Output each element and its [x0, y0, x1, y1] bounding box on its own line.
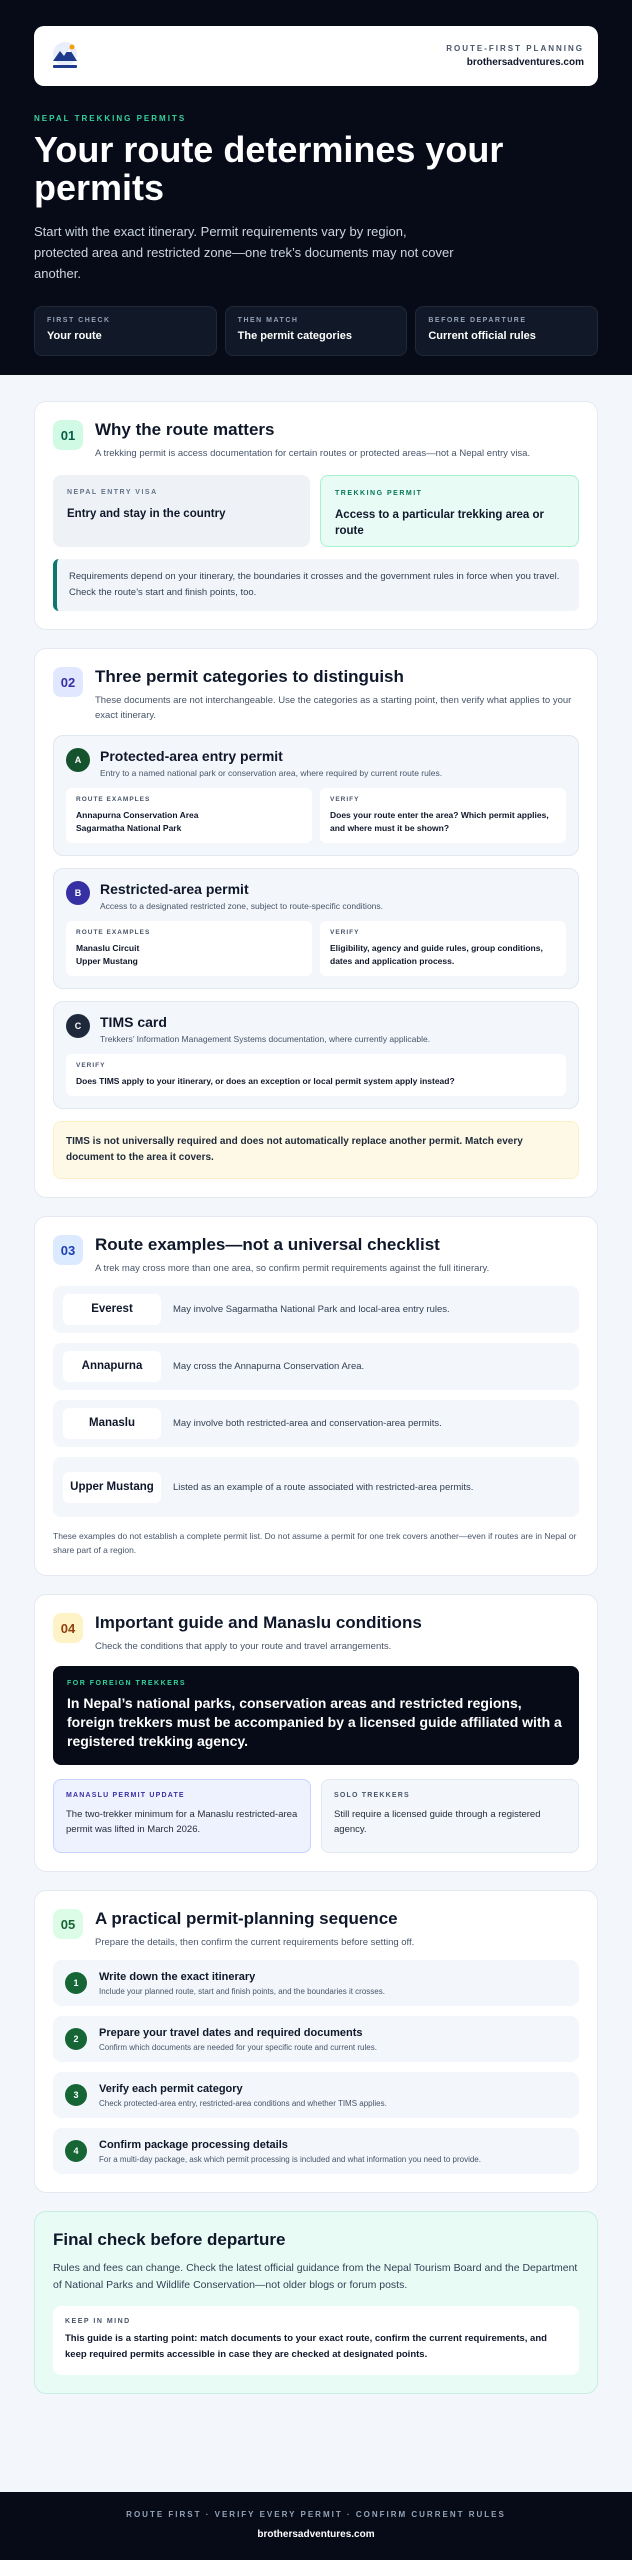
step-description: Confirm which documents are needed for your specific route and current rules.: [99, 2042, 377, 2052]
chip-label: BEFORE DEPARTURE: [428, 317, 527, 324]
step-title: Write down the exact itinerary: [99, 1970, 256, 1983]
requirements-note: Requirements depend on your itinerary, the boundaries it crosses and the government rules in force when you travel. Check the route’s start and finish points, too.: [53, 559, 579, 611]
section-number: 03: [53, 1235, 83, 1265]
category-protected-area: [53, 735, 579, 856]
route-example: Sagarmatha National Park: [76, 823, 182, 833]
route-row-upper-mustang: [53, 1457, 579, 1517]
category-description: Access to a designated restricted zone, subject to route-specific conditions.: [100, 901, 384, 911]
category-badge: B: [66, 881, 90, 905]
callout-label: FOR FOREIGN TREKKERS: [67, 1680, 187, 1687]
keep-in-mind-label: KEEP IN MIND: [65, 2318, 131, 2325]
route-description: May involve Sagarmatha National Park and local-area entry rules.: [173, 1304, 450, 1315]
route-name: Upper Mustang: [63, 1472, 161, 1503]
section-description: Check the conditions that apply to your route and travel arrangements.: [95, 1641, 392, 1652]
route-examples-label: ROUTE EXAMPLES: [76, 796, 151, 803]
foreign-trekkers-callout: [53, 1666, 579, 1765]
verify-text: Does your route enter the area? Which permit applies, and where must it be shown?: [330, 810, 549, 833]
route-examples-label: ROUTE EXAMPLES: [76, 929, 151, 936]
category-tims-card: [53, 1001, 579, 1109]
route-row-everest: [53, 1286, 579, 1333]
section-title: A practical permit-planning sequence: [95, 1909, 398, 1928]
step-item: [53, 2128, 579, 2174]
trekking-permit-box: [320, 475, 579, 547]
section-planning-sequence: [34, 1890, 598, 2193]
visa-box-label: NEPAL ENTRY VISA: [67, 489, 158, 496]
step-item: [53, 1960, 579, 2006]
chip-value: Your route: [47, 330, 102, 342]
section-description: These documents are not interchangeable. Use the categories as a starting point, then verify what applies to your exact itinerary.: [95, 695, 572, 721]
verify-box: [320, 921, 566, 976]
verify-label: VERIFY: [330, 929, 360, 936]
route-description: Listed as an example of a route associated with restricted-area permits.: [173, 1481, 474, 1493]
section-number: 02: [53, 667, 83, 697]
final-title: Final check before departure: [53, 2230, 286, 2249]
route-examples: [66, 788, 312, 843]
brand-url[interactable]: brothersadventures.com: [466, 57, 584, 68]
chip-value: The permit categories: [237, 330, 352, 342]
category-description: Entry to a named national park or conservation area, where required by current route rules.: [100, 768, 443, 778]
brand-bar: [34, 26, 598, 86]
route-examples-note: These examples do not establish a complete permit list. Do not assume a permit for one trek covers another—even if routes are in Nepal or share part of a region.: [53, 1531, 577, 1555]
step-title: Verify each permit category: [99, 2082, 243, 2095]
keep-in-mind-box: [53, 2306, 579, 2375]
step-title: Confirm package processing details: [99, 2138, 288, 2151]
section-title: Route examples—not a universal checklist: [95, 1235, 440, 1254]
manaslu-update-text: The two-trekker minimum for a Manaslu restricted-area permit was lifted in March 2026.: [66, 1809, 298, 1835]
tims-warning: TIMS is not universally required and does not automatically replace another permit. Match every document to the area it covers.: [53, 1121, 579, 1179]
section-number: 05: [53, 1909, 83, 1939]
hero-kicker: NEPAL TREKKING PERMITS: [34, 114, 187, 123]
verify-label: VERIFY: [76, 1062, 106, 1069]
page-title: Your route determines your permits: [34, 129, 504, 208]
visa-box: [53, 475, 310, 547]
chip-first-check: [34, 306, 217, 356]
route-example: Annapurna Conservation Area: [76, 810, 199, 820]
route-name: Annapurna: [63, 1351, 161, 1382]
category-restricted-area: [53, 868, 579, 989]
category-title: Protected-area entry permit: [100, 748, 283, 764]
section-description: A trekking permit is access documentation for certain routes or protected areas—not a Nepal entry visa.: [95, 448, 531, 459]
section-description: A trek may cross more than one area, so confirm permit requirements against the full itinerary.: [95, 1263, 490, 1274]
category-badge: C: [66, 1014, 90, 1038]
category-description: Trekkers’ Information Management Systems documentation, where currently applicable.: [100, 1034, 431, 1044]
route-description: May cross the Annapurna Conservation Area.: [173, 1361, 365, 1372]
step-number: 3: [65, 2084, 87, 2106]
step-title: Prepare your travel dates and required documents: [99, 2026, 363, 2039]
route-example: Manaslu Circuit: [76, 943, 140, 953]
step-number: 1: [65, 1972, 87, 1994]
section-final-check: [34, 2211, 598, 2394]
solo-trekkers-box: [321, 1779, 579, 1853]
verify-text: Does TIMS apply to your itinerary, or does an exception or local permit system apply instead?: [76, 1076, 455, 1086]
section-title: Why the route matters: [95, 420, 275, 439]
verify-box: [320, 788, 566, 843]
section-number: 01: [53, 420, 83, 450]
chip-then-match: [225, 306, 408, 356]
section-route-examples: [34, 1216, 598, 1576]
route-name: Manaslu: [63, 1408, 161, 1439]
route-example: Upper Mustang: [76, 956, 138, 966]
route-description: May involve both restricted-area and conservation-area permits.: [173, 1418, 442, 1429]
section-why-route-matters: [34, 401, 598, 630]
route-row-annapurna: [53, 1343, 579, 1390]
step-description: For a multi-day package, ask which permit processing is included and what information you need to provide.: [99, 2154, 481, 2164]
chip-label: THEN MATCH: [237, 317, 299, 324]
brand-kicker: ROUTE-FIRST PLANNING: [446, 44, 584, 53]
route-name: Everest: [63, 1294, 161, 1325]
step-item: [53, 2072, 579, 2118]
step-number: 2: [65, 2028, 87, 2050]
section-description: Prepare the details, then confirm the current requirements before setting off.: [95, 1937, 415, 1948]
step-number: 4: [65, 2140, 87, 2162]
visa-box-value: Entry and stay in the country: [67, 508, 226, 520]
trekking-permit-value: Access to a particular trekking area or route: [335, 509, 545, 537]
footer-url[interactable]: brothersadventures.com: [257, 2529, 375, 2540]
hero-chips: [34, 306, 598, 356]
section-guide-conditions: [34, 1594, 598, 1872]
solo-trekkers-text: Still require a licensed guide through a registered agency.: [334, 1809, 541, 1835]
footer-tagline: ROUTE FIRST · VERIFY EVERY PERMIT · CONFIRM CURRENT RULES: [126, 2510, 506, 2519]
route-row-manaslu: [53, 1400, 579, 1447]
verify-box: [66, 1054, 566, 1096]
section-title: Three permit categories to distinguish: [95, 667, 404, 686]
section-number: 04: [53, 1613, 83, 1643]
brand-logo[interactable]: [48, 39, 82, 73]
section-title: Important guide and Manaslu conditions: [95, 1613, 422, 1632]
chip-value: Current official rules: [428, 330, 536, 342]
callout-text: In Nepal’s national parks, conservation areas and restricted regions, foreign trekkers must be accompanied by a licensed guide affiliated with a registered trekking agency.: [67, 1695, 562, 1749]
category-title: TIMS card: [100, 1014, 167, 1030]
manaslu-update-label: MANASLU PERMIT UPDATE: [66, 1792, 185, 1799]
mountain-logo-icon: [48, 39, 82, 73]
step-item: [53, 2016, 579, 2062]
manaslu-update-box: [53, 1779, 311, 1853]
step-description: Include your planned route, start and finish points, and the boundaries it crosses.: [99, 1986, 385, 1996]
category-badge: A: [66, 748, 90, 772]
chip-before-departure: [415, 306, 598, 356]
route-examples: [66, 921, 312, 976]
keep-in-mind-text: This guide is a starting point: match documents to your exact route, confirm the current requirements, and keep required permits accessible in case they are checked at designated points.: [65, 2333, 547, 2360]
hero: [0, 0, 632, 375]
trekking-permit-label: TREKKING PERMIT: [335, 490, 423, 497]
chip-label: FIRST CHECK: [47, 317, 111, 324]
solo-trekkers-label: SOLO TREKKERS: [334, 1792, 410, 1799]
verify-label: VERIFY: [330, 796, 360, 803]
verify-text: Eligibility, agency and guide rules, group conditions, dates and application process.: [330, 943, 543, 966]
hero-subtitle: Start with the exact itinerary. Permit requirements vary by region, protected area and restricted zone—one trek’s documents may not cover another.: [34, 224, 454, 281]
section-permit-categories: [34, 648, 598, 1198]
step-description: Check protected-area entry, restricted-area conditions and whether TIMS applies.: [99, 2098, 387, 2108]
footer: [0, 2492, 632, 2560]
category-title: Restricted-area permit: [100, 881, 249, 897]
final-description: Rules and fees can change. Check the latest official guidance from the Nepal Tourism Board and the Department of National Parks and Wildlife Conservation—not older blogs or forum posts.: [53, 2262, 578, 2291]
